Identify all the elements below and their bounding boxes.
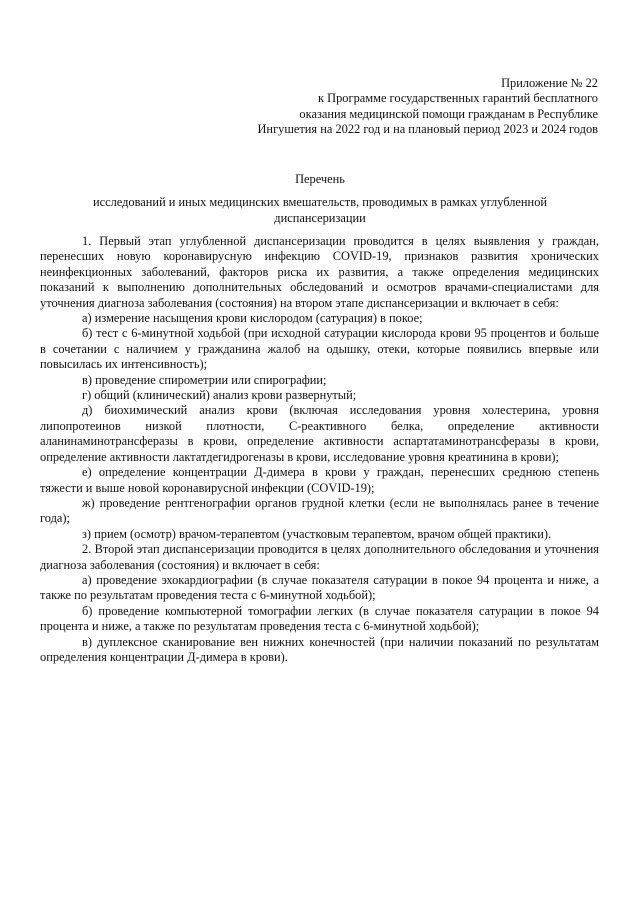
- appendix-reference-line: оказания медицинской помощи гражданам в Республике: [299, 106, 598, 121]
- appendix-reference-line: к Программе государственных гарантий бесплатного: [318, 91, 598, 106]
- list-item: г) общий (клинический) анализ крови развернутый;: [82, 388, 357, 403]
- document-title: [40, 172, 600, 226]
- list-item: д) биохимический анализ крови (включая исследования уровня холестерина, уровня липопротеинов низкой плотности, С-реактивного белка, определение активности аланинаминотрансферазы в крови, определение активности аспартатаминотрансферазы в крови, определение активности лактатдегидрогеназы в крови, исследование уровня креатинина в крови);: [40, 403, 599, 464]
- list-item: в) дуплексное сканирование вен нижних конечностей (при наличии показаний по результатам определения концентрации Д-димера в крови).: [40, 634, 599, 664]
- list-item: а) измерение насыщения крови кислородом (сатурация) в покое;: [82, 311, 423, 326]
- list-item: з) прием (осмотр) врачом-терапевтом (участковым терапевтом, врачом общей практики).: [82, 526, 552, 541]
- title-heading: Перечень: [295, 172, 345, 186]
- appendix-header: [257, 76, 598, 138]
- list-item: в) проведение спирометрии или спирографии;: [82, 372, 327, 387]
- appendix-reference-line: Ингушетия на 2022 год и на плановый период 2023 и 2024 годов: [257, 122, 598, 137]
- list-item: ж) проведение рентгенографии органов грудной клетки (если не выполнялась ранее в течение года);: [40, 495, 599, 526]
- appendix-number: Приложение № 22: [501, 76, 598, 90]
- title-subtitle-line: исследований и иных медицинских вмешательств, проводимых в рамках углубленной: [92, 195, 548, 210]
- list-item: б) проведение компьютерной томографии легких (в случае показателя сатурации в покое 94 процента и ниже, а также по результатам проведения теста с 6-минутной ходьбой);: [40, 603, 599, 634]
- title-subtitle-line: диспансеризации: [274, 210, 366, 225]
- list-item: а) проведение эхокардиографии (в случае показателя сатурации в покое 94 процента и ниже, а также по результатам проведения теста с 6-минутной ходьбой);: [40, 572, 599, 603]
- paragraph-stage-1: 1. Первый этап углубленной диспансеризации проводится в целях выявления у граждан, перенесших новую коронавирусную инфекцию COVID-19, признаков развития хронических неинфекционных заболеваний, факторов риска их развития, а также определения медицинских показаний к выполнению дополнительных обследований и осмотров врачами-специалистами для уточнения диагноза заболевания (состояния) на втором этапе диспансеризации и включает в себя:: [40, 234, 599, 310]
- paragraph-stage-2: 2. Второй этап диспансеризации проводится в целях дополнительного обследования и уточнения диагноза заболевания (состояния) и включает в себя:: [40, 542, 599, 572]
- list-item: е) определение концентрации Д-димера в крови у граждан, перенесших среднюю степень тяжести и выше новой коронавирусной инфекции (COVID-19);: [40, 465, 599, 495]
- document-body: [40, 234, 599, 665]
- list-item: б) тест с 6-минутной ходьбой (при исходной сатурации кислорода крови 95 процентов и больше в сочетании с наличием у гражданина жалоб на одышку, отеки, которые появились впервые или повысилась их интенсивность);: [40, 326, 599, 372]
